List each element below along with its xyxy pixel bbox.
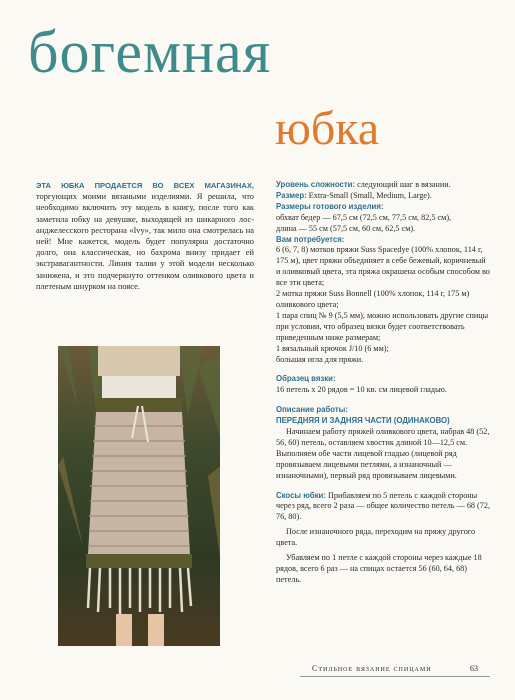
- bevel-label: Скосы юбки:: [276, 490, 326, 500]
- gauge-text: 16 петель х 20 рядов = 10 кв. см лицевой гладью.: [276, 385, 447, 395]
- difficulty-text: следующий шаг в вязании.: [355, 180, 451, 189]
- page-title: богемная: [28, 19, 272, 85]
- hips-measure: обхват бедер — 67,5 см (72,5 см, 77,5 см, 82,5 см),: [276, 212, 452, 222]
- skirt-photo: [58, 346, 220, 646]
- work-paragraph-2: После изнаночного ряда, переходим на пряжу другого цвета.: [276, 527, 476, 548]
- finished-sizes-label: Размеры готового изделия:: [276, 201, 384, 211]
- page-number: 63: [470, 664, 478, 673]
- crochet-hook: 1 вязальный крючок J/10 (6 мм);: [276, 343, 389, 353]
- materials-label: Вам потребуется:: [276, 234, 345, 244]
- yarn-main: 6 (6, 7, 8) мотков пряжи Suss Spacedye (100% хлопок, 114 г, 175 м), цвет пряжи объединяет в себе бежевый, коричневый и оливковый цвета, эта пряжа окрашена особым способом во все эти цвета;: [276, 245, 490, 288]
- page-subtitle: юбка: [275, 102, 380, 155]
- intro-lead: ЭТА ЮБКА ПРОДАЕТСЯ ВО ВСЕХ МАГАЗИНАХ,: [36, 181, 254, 190]
- footer-divider: [300, 676, 490, 677]
- intro-text: торгующих моими вязаными изделиями. Я решила, что необходимо включить эту модель в книгу, после того как заметила юбку на девушке, выходящей из шикарного лос-анджелесского ресторана «Ivy», так мило она смотрелась на ней! Мне кажется, модель будет популярна достаточно долго, она классическая, но бахрома внизу придает ей экстравагантности. Линия талии у этой модели несколько занижена, и это подчеркнуто оттенком оливкового цвета и плетеным шнурком на поясе.: [36, 192, 254, 291]
- yarn-olive: 2 мотка пряжи Suss Bonnell (100% хлопок, 114 г, 175 м) оливкового цвета;: [276, 289, 470, 309]
- yarn-needle: большая игла для пряжи.: [276, 354, 364, 364]
- gauge-label: Образец вязки:: [276, 374, 336, 384]
- instructions-column: [276, 180, 491, 586]
- work-paragraph-3: Убавляем по 1 петле с каждой стороны через каждые 18 рядов, всего 6 раз — на спицах остается 56 (60, 64, 68) петель.: [276, 553, 482, 584]
- length-measure: длина — 55 см (57,5 см, 60 см, 62,5 см).: [276, 223, 416, 233]
- difficulty-label: Уровень сложности:: [276, 180, 356, 189]
- bevel-text: Прибавляем по 5 петель с каждой стороны через ряд, всего 2 раза — общее количество петель — 68 (72, 76, 80).: [276, 490, 491, 522]
- intro-paragraph: [36, 180, 254, 292]
- book-title-footer: Стильное вязание спицами: [312, 664, 432, 673]
- skirt-illustration: [58, 346, 220, 646]
- front-back-heading: ПЕРЕДНЯЯ И ЗАДНЯЯ ЧАСТИ (ОДИНАКОВО): [276, 416, 450, 426]
- work-label: Описание работы:: [276, 405, 348, 415]
- size-label: Размер:: [276, 190, 307, 200]
- size-text: Extra-Small (Small, Medium, Large).: [306, 190, 432, 200]
- needles: 1 пара спиц № 9 (5,5 мм), можно использовать другие спицы при условии, что образец вязки будет соответствовать приведенным ниже размерам;: [276, 310, 489, 342]
- work-paragraph-1: Начинаем работу пряжей оливкового цвета, набрав 48 (52, 56, 60) петель, оставляем хвостик длиной 10—12,5 см. Выполняем обе части лицевой гладью (лицевой ряд провязываем лицевыми петлями, а изнаночный — изнаночными), первый ряд провязываем лицевыми.: [276, 427, 490, 480]
